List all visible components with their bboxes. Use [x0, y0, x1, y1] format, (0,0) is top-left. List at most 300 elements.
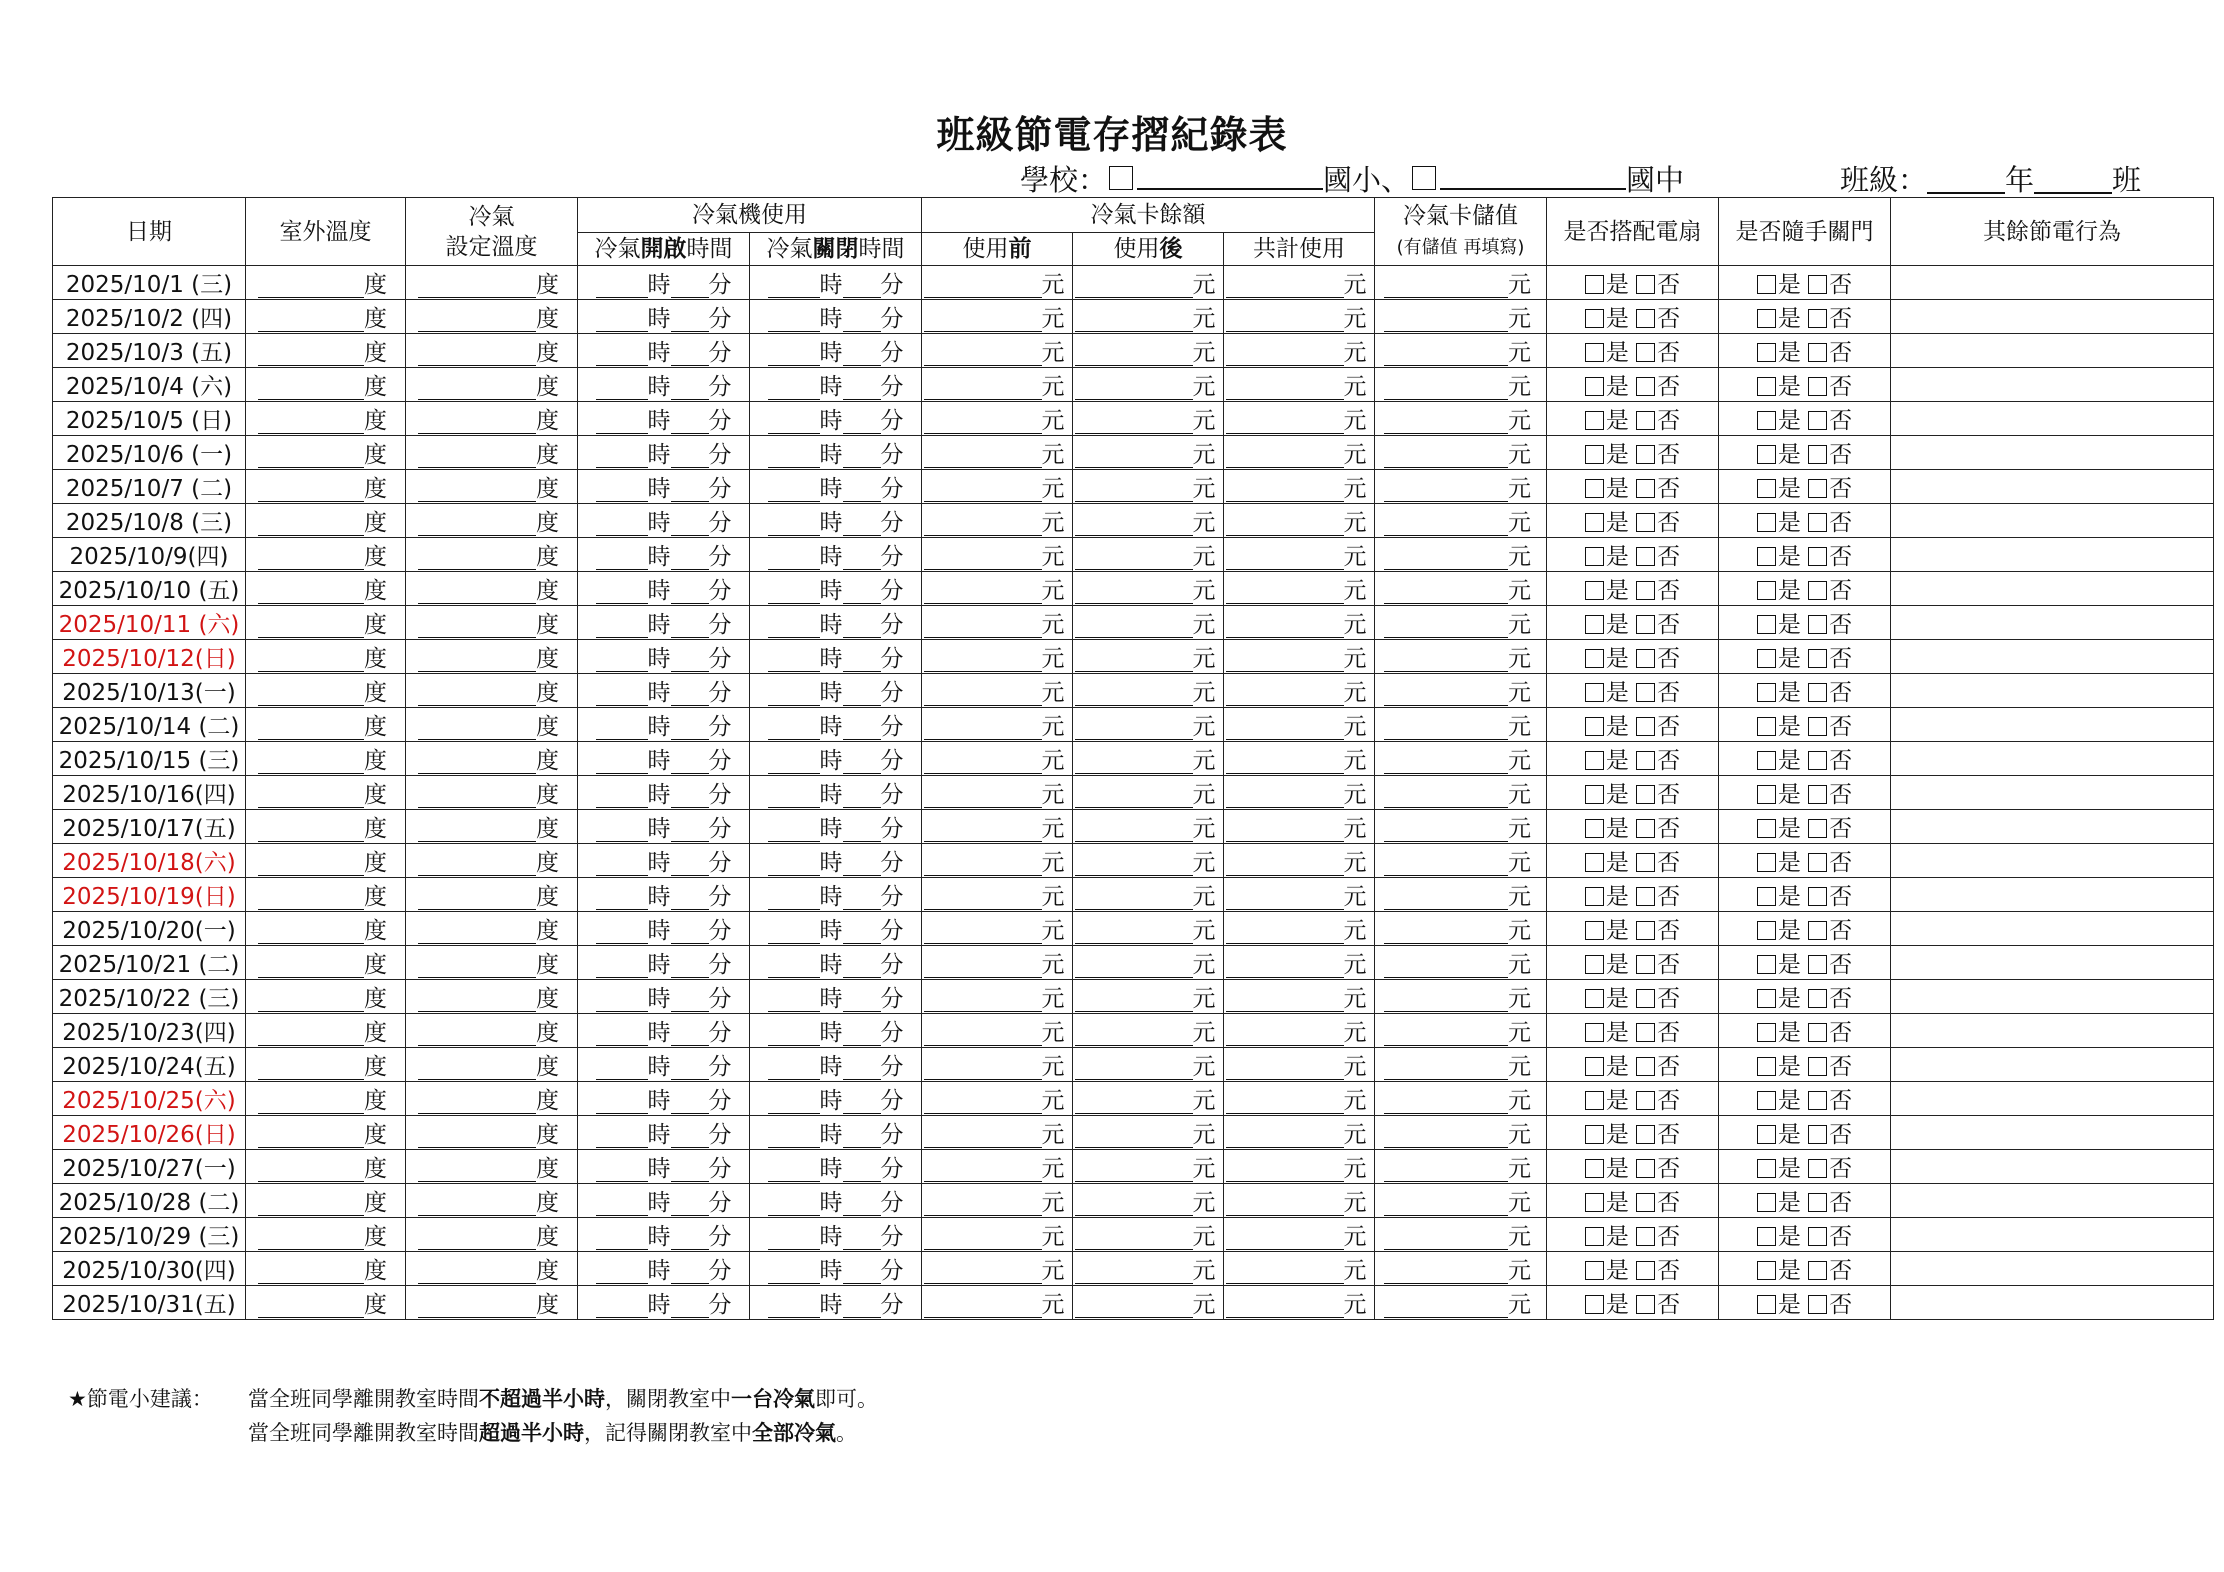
- blank-line[interactable]: [418, 749, 536, 774]
- ac-on-time-cell[interactable]: [578, 1014, 750, 1048]
- hour-blank[interactable]: [768, 613, 820, 638]
- blank-line[interactable]: [1384, 273, 1508, 298]
- balance-before-cell[interactable]: [922, 1252, 1073, 1286]
- card-topup-cell[interactable]: [1375, 368, 1547, 402]
- ac-set-temp-cell[interactable]: [406, 674, 578, 708]
- card-topup-cell[interactable]: [1375, 1184, 1547, 1218]
- hour-blank[interactable]: [768, 647, 820, 672]
- door-yes-checkbox[interactable]: [1757, 887, 1776, 906]
- ac-on-time-cell[interactable]: [578, 776, 750, 810]
- door-yes-checkbox[interactable]: [1757, 1227, 1776, 1246]
- blank-line[interactable]: [924, 443, 1042, 468]
- blank-line[interactable]: [418, 987, 536, 1012]
- door-no-checkbox[interactable]: [1808, 921, 1827, 940]
- blank-line[interactable]: [1226, 953, 1344, 978]
- total-used-cell[interactable]: [1224, 402, 1375, 436]
- door-no-checkbox[interactable]: [1808, 1193, 1827, 1212]
- door-no-checkbox[interactable]: [1808, 853, 1827, 872]
- door-yes-checkbox[interactable]: [1757, 615, 1776, 634]
- card-topup-cell[interactable]: [1375, 470, 1547, 504]
- blank-line[interactable]: [1075, 443, 1193, 468]
- fan-no-checkbox[interactable]: [1636, 785, 1655, 804]
- minute-blank[interactable]: [671, 545, 709, 570]
- balance-after-cell[interactable]: [1073, 742, 1224, 776]
- ac-off-time-cell[interactable]: [750, 980, 922, 1014]
- hour-blank[interactable]: [596, 545, 648, 570]
- minute-blank[interactable]: [671, 851, 709, 876]
- class-field[interactable]: [2034, 166, 2112, 194]
- other-behavior-cell[interactable]: [1891, 776, 2214, 810]
- balance-before-cell[interactable]: [922, 300, 1073, 334]
- blank-line[interactable]: [924, 885, 1042, 910]
- outdoor-temp-cell[interactable]: [246, 776, 406, 810]
- hour-blank[interactable]: [596, 919, 648, 944]
- card-topup-cell[interactable]: [1375, 266, 1547, 300]
- blank-line[interactable]: [258, 1123, 364, 1148]
- hour-blank[interactable]: [768, 375, 820, 400]
- blank-line[interactable]: [258, 1191, 364, 1216]
- minute-blank[interactable]: [843, 987, 881, 1012]
- ac-off-time-cell[interactable]: [750, 266, 922, 300]
- blank-line[interactable]: [1384, 1259, 1508, 1284]
- outdoor-temp-cell[interactable]: [246, 1184, 406, 1218]
- outdoor-temp-cell[interactable]: [246, 1150, 406, 1184]
- blank-line[interactable]: [1226, 1157, 1344, 1182]
- door-yes-checkbox[interactable]: [1757, 751, 1776, 770]
- card-topup-cell[interactable]: [1375, 776, 1547, 810]
- balance-after-cell[interactable]: [1073, 538, 1224, 572]
- hour-blank[interactable]: [768, 851, 820, 876]
- minute-blank[interactable]: [843, 749, 881, 774]
- door-yes-checkbox[interactable]: [1757, 1125, 1776, 1144]
- ac-on-time-cell[interactable]: [578, 1252, 750, 1286]
- outdoor-temp-cell[interactable]: [246, 606, 406, 640]
- hour-blank[interactable]: [596, 579, 648, 604]
- total-used-cell[interactable]: [1224, 572, 1375, 606]
- blank-line[interactable]: [258, 851, 364, 876]
- blank-line[interactable]: [418, 1293, 536, 1318]
- hour-blank[interactable]: [768, 443, 820, 468]
- blank-line[interactable]: [1226, 749, 1344, 774]
- fan-no-checkbox[interactable]: [1636, 581, 1655, 600]
- blank-line[interactable]: [924, 817, 1042, 842]
- outdoor-temp-cell[interactable]: [246, 674, 406, 708]
- minute-blank[interactable]: [671, 375, 709, 400]
- blank-line[interactable]: [924, 375, 1042, 400]
- minute-blank[interactable]: [843, 579, 881, 604]
- fan-yes-checkbox[interactable]: [1585, 751, 1604, 770]
- balance-before-cell[interactable]: [922, 1184, 1073, 1218]
- fan-no-checkbox[interactable]: [1636, 989, 1655, 1008]
- blank-line[interactable]: [258, 681, 364, 706]
- other-behavior-cell[interactable]: [1891, 1150, 2214, 1184]
- balance-before-cell[interactable]: [922, 912, 1073, 946]
- blank-line[interactable]: [1384, 443, 1508, 468]
- other-behavior-cell[interactable]: [1891, 1218, 2214, 1252]
- hour-blank[interactable]: [768, 1191, 820, 1216]
- blank-line[interactable]: [258, 273, 364, 298]
- blank-line[interactable]: [924, 613, 1042, 638]
- card-topup-cell[interactable]: [1375, 1252, 1547, 1286]
- minute-blank[interactable]: [843, 1021, 881, 1046]
- ac-on-time-cell[interactable]: [578, 1082, 750, 1116]
- card-topup-cell[interactable]: [1375, 436, 1547, 470]
- ac-off-time-cell[interactable]: [750, 1184, 922, 1218]
- hour-blank[interactable]: [768, 919, 820, 944]
- blank-line[interactable]: [1226, 851, 1344, 876]
- fan-no-checkbox[interactable]: [1636, 683, 1655, 702]
- blank-line[interactable]: [1075, 817, 1193, 842]
- blank-line[interactable]: [258, 579, 364, 604]
- blank-line[interactable]: [1226, 1055, 1344, 1080]
- total-used-cell[interactable]: [1224, 334, 1375, 368]
- fan-no-checkbox[interactable]: [1636, 1125, 1655, 1144]
- ac-set-temp-cell[interactable]: [406, 1150, 578, 1184]
- fan-yes-checkbox[interactable]: [1585, 1159, 1604, 1178]
- blank-line[interactable]: [1226, 613, 1344, 638]
- blank-line[interactable]: [1226, 1225, 1344, 1250]
- door-yes-checkbox[interactable]: [1757, 819, 1776, 838]
- minute-blank[interactable]: [843, 681, 881, 706]
- hour-blank[interactable]: [596, 1123, 648, 1148]
- blank-line[interactable]: [258, 1089, 364, 1114]
- hour-blank[interactable]: [596, 953, 648, 978]
- fan-no-checkbox[interactable]: [1636, 853, 1655, 872]
- blank-line[interactable]: [258, 817, 364, 842]
- blank-line[interactable]: [1226, 1293, 1344, 1318]
- blank-line[interactable]: [1384, 545, 1508, 570]
- blank-line[interactable]: [1075, 919, 1193, 944]
- fan-no-checkbox[interactable]: [1636, 1227, 1655, 1246]
- blank-line[interactable]: [1075, 409, 1193, 434]
- door-yes-checkbox[interactable]: [1757, 1193, 1776, 1212]
- fan-yes-checkbox[interactable]: [1585, 275, 1604, 294]
- blank-line[interactable]: [1226, 579, 1344, 604]
- ac-set-temp-cell[interactable]: [406, 980, 578, 1014]
- fan-yes-checkbox[interactable]: [1585, 921, 1604, 940]
- blank-line[interactable]: [418, 443, 536, 468]
- door-no-checkbox[interactable]: [1808, 955, 1827, 974]
- blank-line[interactable]: [924, 1123, 1042, 1148]
- ac-off-time-cell[interactable]: [750, 300, 922, 334]
- hour-blank[interactable]: [768, 681, 820, 706]
- ac-set-temp-cell[interactable]: [406, 708, 578, 742]
- blank-line[interactable]: [418, 783, 536, 808]
- blank-line[interactable]: [1384, 715, 1508, 740]
- minute-blank[interactable]: [671, 1225, 709, 1250]
- card-topup-cell[interactable]: [1375, 1218, 1547, 1252]
- hour-blank[interactable]: [596, 341, 648, 366]
- outdoor-temp-cell[interactable]: [246, 946, 406, 980]
- total-used-cell[interactable]: [1224, 1150, 1375, 1184]
- door-yes-checkbox[interactable]: [1757, 411, 1776, 430]
- hour-blank[interactable]: [596, 1021, 648, 1046]
- ac-on-time-cell[interactable]: [578, 674, 750, 708]
- fan-no-checkbox[interactable]: [1636, 479, 1655, 498]
- ac-set-temp-cell[interactable]: [406, 436, 578, 470]
- blank-line[interactable]: [418, 375, 536, 400]
- balance-before-cell[interactable]: [922, 334, 1073, 368]
- outdoor-temp-cell[interactable]: [246, 980, 406, 1014]
- blank-line[interactable]: [924, 1293, 1042, 1318]
- balance-after-cell[interactable]: [1073, 1252, 1224, 1286]
- blank-line[interactable]: [418, 273, 536, 298]
- blank-line[interactable]: [418, 1123, 536, 1148]
- blank-line[interactable]: [258, 1225, 364, 1250]
- ac-set-temp-cell[interactable]: [406, 266, 578, 300]
- balance-before-cell[interactable]: [922, 708, 1073, 742]
- blank-line[interactable]: [1075, 681, 1193, 706]
- hour-blank[interactable]: [596, 851, 648, 876]
- blank-line[interactable]: [1075, 783, 1193, 808]
- blank-line[interactable]: [1384, 817, 1508, 842]
- door-no-checkbox[interactable]: [1808, 989, 1827, 1008]
- door-yes-checkbox[interactable]: [1757, 1261, 1776, 1280]
- blank-line[interactable]: [1075, 1123, 1193, 1148]
- hour-blank[interactable]: [768, 817, 820, 842]
- hour-blank[interactable]: [768, 1055, 820, 1080]
- fan-no-checkbox[interactable]: [1636, 1261, 1655, 1280]
- other-behavior-cell[interactable]: [1891, 606, 2214, 640]
- ac-set-temp-cell[interactable]: [406, 1048, 578, 1082]
- hour-blank[interactable]: [768, 341, 820, 366]
- minute-blank[interactable]: [843, 715, 881, 740]
- hour-blank[interactable]: [596, 647, 648, 672]
- door-no-checkbox[interactable]: [1808, 785, 1827, 804]
- junior-school-field[interactable]: [1440, 162, 1626, 190]
- outdoor-temp-cell[interactable]: [246, 436, 406, 470]
- balance-after-cell[interactable]: [1073, 1218, 1224, 1252]
- ac-off-time-cell[interactable]: [750, 708, 922, 742]
- blank-line[interactable]: [1384, 307, 1508, 332]
- blank-line[interactable]: [258, 919, 364, 944]
- hour-blank[interactable]: [768, 715, 820, 740]
- other-behavior-cell[interactable]: [1891, 878, 2214, 912]
- hour-blank[interactable]: [596, 1089, 648, 1114]
- card-topup-cell[interactable]: [1375, 844, 1547, 878]
- fan-yes-checkbox[interactable]: [1585, 343, 1604, 362]
- blank-line[interactable]: [1226, 375, 1344, 400]
- balance-after-cell[interactable]: [1073, 1116, 1224, 1150]
- ac-off-time-cell[interactable]: [750, 1048, 922, 1082]
- door-yes-checkbox[interactable]: [1757, 479, 1776, 498]
- blank-line[interactable]: [258, 749, 364, 774]
- fan-yes-checkbox[interactable]: [1585, 547, 1604, 566]
- blank-line[interactable]: [924, 987, 1042, 1012]
- hour-blank[interactable]: [768, 1089, 820, 1114]
- outdoor-temp-cell[interactable]: [246, 1082, 406, 1116]
- blank-line[interactable]: [1226, 783, 1344, 808]
- balance-before-cell[interactable]: [922, 1048, 1073, 1082]
- fan-yes-checkbox[interactable]: [1585, 581, 1604, 600]
- outdoor-temp-cell[interactable]: [246, 844, 406, 878]
- blank-line[interactable]: [924, 579, 1042, 604]
- ac-set-temp-cell[interactable]: [406, 1286, 578, 1320]
- other-behavior-cell[interactable]: [1891, 300, 2214, 334]
- balance-before-cell[interactable]: [922, 946, 1073, 980]
- door-yes-checkbox[interactable]: [1757, 785, 1776, 804]
- blank-line[interactable]: [1384, 647, 1508, 672]
- hour-blank[interactable]: [596, 307, 648, 332]
- minute-blank[interactable]: [671, 409, 709, 434]
- door-no-checkbox[interactable]: [1808, 479, 1827, 498]
- blank-line[interactable]: [924, 953, 1042, 978]
- fan-no-checkbox[interactable]: [1636, 547, 1655, 566]
- blank-line[interactable]: [418, 307, 536, 332]
- fan-no-checkbox[interactable]: [1636, 615, 1655, 634]
- blank-line[interactable]: [1226, 409, 1344, 434]
- outdoor-temp-cell[interactable]: [246, 1048, 406, 1082]
- blank-line[interactable]: [418, 511, 536, 536]
- blank-line[interactable]: [418, 919, 536, 944]
- card-topup-cell[interactable]: [1375, 946, 1547, 980]
- ac-off-time-cell[interactable]: [750, 334, 922, 368]
- blank-line[interactable]: [258, 953, 364, 978]
- ac-on-time-cell[interactable]: [578, 538, 750, 572]
- door-no-checkbox[interactable]: [1808, 547, 1827, 566]
- blank-line[interactable]: [924, 919, 1042, 944]
- fan-yes-checkbox[interactable]: [1585, 819, 1604, 838]
- balance-after-cell[interactable]: [1073, 1014, 1224, 1048]
- card-topup-cell[interactable]: [1375, 572, 1547, 606]
- total-used-cell[interactable]: [1224, 640, 1375, 674]
- minute-blank[interactable]: [843, 409, 881, 434]
- fan-yes-checkbox[interactable]: [1585, 1091, 1604, 1110]
- blank-line[interactable]: [924, 341, 1042, 366]
- blank-line[interactable]: [418, 885, 536, 910]
- blank-line[interactable]: [1384, 885, 1508, 910]
- fan-no-checkbox[interactable]: [1636, 921, 1655, 940]
- hour-blank[interactable]: [768, 885, 820, 910]
- total-used-cell[interactable]: [1224, 1082, 1375, 1116]
- hour-blank[interactable]: [596, 1191, 648, 1216]
- other-behavior-cell[interactable]: [1891, 1082, 2214, 1116]
- total-used-cell[interactable]: [1224, 1116, 1375, 1150]
- minute-blank[interactable]: [843, 511, 881, 536]
- hour-blank[interactable]: [596, 409, 648, 434]
- fan-yes-checkbox[interactable]: [1585, 513, 1604, 532]
- blank-line[interactable]: [1226, 1089, 1344, 1114]
- balance-before-cell[interactable]: [922, 640, 1073, 674]
- blank-line[interactable]: [1075, 341, 1193, 366]
- ac-on-time-cell[interactable]: [578, 266, 750, 300]
- total-used-cell[interactable]: [1224, 708, 1375, 742]
- card-topup-cell[interactable]: [1375, 1116, 1547, 1150]
- blank-line[interactable]: [1384, 1225, 1508, 1250]
- fan-no-checkbox[interactable]: [1636, 377, 1655, 396]
- outdoor-temp-cell[interactable]: [246, 1116, 406, 1150]
- ac-off-time-cell[interactable]: [750, 368, 922, 402]
- hour-blank[interactable]: [768, 409, 820, 434]
- blank-line[interactable]: [1384, 953, 1508, 978]
- fan-yes-checkbox[interactable]: [1585, 615, 1604, 634]
- blank-line[interactable]: [1384, 613, 1508, 638]
- ac-off-time-cell[interactable]: [750, 572, 922, 606]
- blank-line[interactable]: [1384, 1123, 1508, 1148]
- minute-blank[interactable]: [843, 443, 881, 468]
- minute-blank[interactable]: [843, 375, 881, 400]
- minute-blank[interactable]: [843, 1123, 881, 1148]
- door-no-checkbox[interactable]: [1808, 1023, 1827, 1042]
- door-yes-checkbox[interactable]: [1757, 683, 1776, 702]
- fan-no-checkbox[interactable]: [1636, 717, 1655, 736]
- blank-line[interactable]: [1226, 341, 1344, 366]
- minute-blank[interactable]: [843, 1259, 881, 1284]
- ac-on-time-cell[interactable]: [578, 1116, 750, 1150]
- ac-set-temp-cell[interactable]: [406, 538, 578, 572]
- door-no-checkbox[interactable]: [1808, 445, 1827, 464]
- total-used-cell[interactable]: [1224, 810, 1375, 844]
- blank-line[interactable]: [924, 851, 1042, 876]
- ac-off-time-cell[interactable]: [750, 1082, 922, 1116]
- blank-line[interactable]: [1384, 409, 1508, 434]
- blank-line[interactable]: [258, 715, 364, 740]
- blank-line[interactable]: [924, 1089, 1042, 1114]
- outdoor-temp-cell[interactable]: [246, 1252, 406, 1286]
- balance-after-cell[interactable]: [1073, 776, 1224, 810]
- door-yes-checkbox[interactable]: [1757, 1057, 1776, 1076]
- minute-blank[interactable]: [671, 1021, 709, 1046]
- balance-before-cell[interactable]: [922, 368, 1073, 402]
- blank-line[interactable]: [258, 613, 364, 638]
- ac-on-time-cell[interactable]: [578, 470, 750, 504]
- fan-no-checkbox[interactable]: [1636, 955, 1655, 974]
- minute-blank[interactable]: [843, 647, 881, 672]
- ac-on-time-cell[interactable]: [578, 946, 750, 980]
- ac-on-time-cell[interactable]: [578, 708, 750, 742]
- balance-after-cell[interactable]: [1073, 504, 1224, 538]
- balance-after-cell[interactable]: [1073, 708, 1224, 742]
- hour-blank[interactable]: [596, 511, 648, 536]
- ac-off-time-cell[interactable]: [750, 878, 922, 912]
- minute-blank[interactable]: [843, 1157, 881, 1182]
- fan-yes-checkbox[interactable]: [1585, 377, 1604, 396]
- fan-no-checkbox[interactable]: [1636, 1023, 1655, 1042]
- ac-on-time-cell[interactable]: [578, 1286, 750, 1320]
- door-yes-checkbox[interactable]: [1757, 547, 1776, 566]
- ac-on-time-cell[interactable]: [578, 572, 750, 606]
- ac-set-temp-cell[interactable]: [406, 470, 578, 504]
- balance-after-cell[interactable]: [1073, 300, 1224, 334]
- blank-line[interactable]: [1384, 1021, 1508, 1046]
- fan-no-checkbox[interactable]: [1636, 445, 1655, 464]
- other-behavior-cell[interactable]: [1891, 1116, 2214, 1150]
- door-no-checkbox[interactable]: [1808, 1227, 1827, 1246]
- door-yes-checkbox[interactable]: [1757, 513, 1776, 532]
- blank-line[interactable]: [418, 409, 536, 434]
- door-no-checkbox[interactable]: [1808, 615, 1827, 634]
- blank-line[interactable]: [1075, 1259, 1193, 1284]
- other-behavior-cell[interactable]: [1891, 538, 2214, 572]
- fan-yes-checkbox[interactable]: [1585, 717, 1604, 736]
- card-topup-cell[interactable]: [1375, 878, 1547, 912]
- minute-blank[interactable]: [843, 851, 881, 876]
- blank-line[interactable]: [1075, 273, 1193, 298]
- ac-set-temp-cell[interactable]: [406, 368, 578, 402]
- hour-blank[interactable]: [768, 1021, 820, 1046]
- balance-before-cell[interactable]: [922, 606, 1073, 640]
- fan-yes-checkbox[interactable]: [1585, 955, 1604, 974]
- blank-line[interactable]: [1075, 1021, 1193, 1046]
- ac-off-time-cell[interactable]: [750, 912, 922, 946]
- blank-line[interactable]: [1075, 307, 1193, 332]
- outdoor-temp-cell[interactable]: [246, 504, 406, 538]
- total-used-cell[interactable]: [1224, 1286, 1375, 1320]
- fan-yes-checkbox[interactable]: [1585, 479, 1604, 498]
- blank-line[interactable]: [1226, 885, 1344, 910]
- blank-line[interactable]: [1226, 919, 1344, 944]
- hour-blank[interactable]: [596, 681, 648, 706]
